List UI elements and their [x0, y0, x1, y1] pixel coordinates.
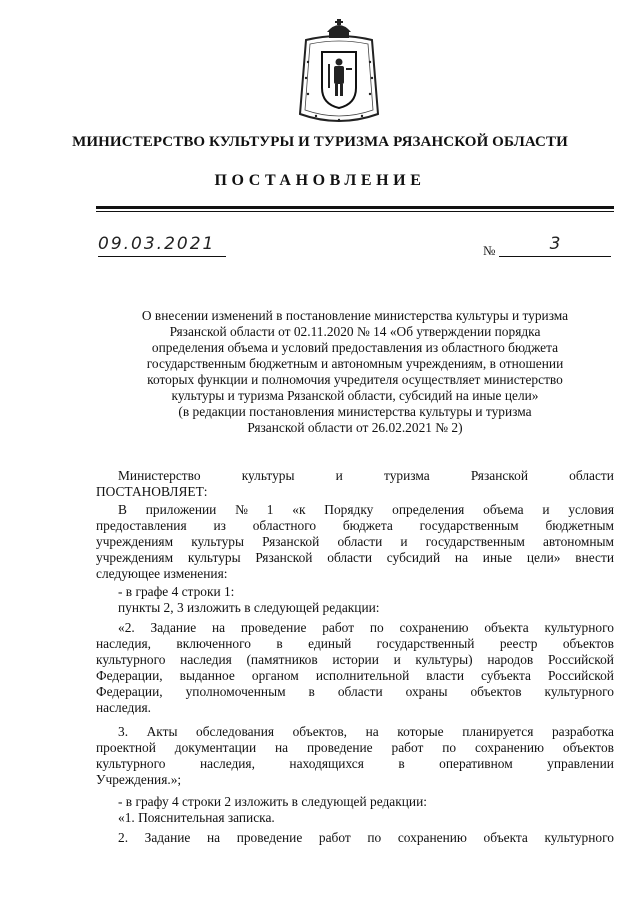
word: определения	[392, 502, 465, 517]
word: в	[276, 636, 283, 651]
word: Федерации,	[96, 684, 163, 699]
justified-line	[96, 518, 614, 534]
word: на	[454, 550, 469, 565]
text-line: следующее изменения:	[96, 566, 228, 581]
word: Рязанской	[255, 550, 313, 565]
word: работ	[391, 740, 424, 755]
word: автономным	[542, 534, 614, 549]
word: культурного	[544, 684, 614, 699]
justified-line	[96, 652, 614, 668]
word: и	[400, 534, 408, 549]
text-line: пункты 2, 3 изложить в следующей редакции:	[118, 600, 380, 615]
word: учреждениям	[96, 534, 174, 549]
word: по	[367, 830, 382, 845]
word: Федерации,	[96, 668, 163, 683]
paragraph-2	[96, 620, 614, 716]
text-line: - в графе 4 строки 1:	[118, 584, 235, 599]
word: на	[275, 740, 289, 755]
title-line: Рязанской области от 02.11.2020 № 14 «Об утверждении порядка	[169, 324, 541, 339]
word: 3.	[118, 724, 129, 739]
word: туризма	[384, 468, 430, 483]
word: государственным	[419, 518, 519, 533]
word: области	[337, 534, 383, 549]
word: Задание	[150, 620, 197, 635]
word: культурного	[544, 620, 614, 635]
word: областного	[252, 518, 317, 533]
word: культурного	[96, 652, 166, 667]
word: Рязанской	[470, 468, 528, 483]
word: народов	[487, 652, 534, 667]
change-items	[96, 584, 614, 616]
word: сохранению	[397, 830, 467, 845]
word: объектов	[470, 684, 522, 699]
word: на	[211, 620, 226, 635]
word: культуры)	[415, 652, 473, 667]
word: культуры	[187, 550, 241, 565]
word: наследия,	[199, 756, 255, 771]
justified-line	[96, 550, 614, 566]
word: работ	[318, 830, 351, 845]
intro-paragraph	[96, 468, 614, 500]
justified-line	[96, 636, 614, 652]
paragraph-1	[96, 502, 614, 582]
word: учреждениям	[96, 550, 174, 565]
title-line: О внесении изменений в постановление министерства культуры и туризма	[141, 308, 569, 323]
word: обследования	[196, 724, 275, 739]
title-line: которых функции и полномочия учредителя осуществляет министерство	[147, 372, 563, 387]
word: (памятников	[246, 652, 318, 667]
word: условия	[568, 502, 614, 517]
justified-line	[96, 684, 614, 700]
word: реестр	[499, 636, 538, 651]
word: объектов	[562, 740, 614, 755]
word: наследия,	[96, 636, 151, 651]
word: культуры	[241, 468, 295, 483]
word: 2.	[118, 830, 129, 845]
word: сохранению	[399, 620, 469, 635]
text-line: ПОСТАНОВЛЯЕТ:	[96, 484, 208, 499]
justified-line	[96, 502, 614, 518]
number-label: №	[483, 243, 496, 258]
ministry-name: МИНИСТЕРСТВО КУЛЬТУРЫ И ТУРИЗМА РЯЗАНСКОЙ ОБЛАСТИ	[72, 134, 568, 150]
word: «к	[292, 502, 306, 517]
word: в	[308, 684, 315, 699]
paragraph-4	[96, 830, 614, 846]
text-line: - в графу 4 строки 2 изложить в следующей редакции:	[118, 794, 427, 809]
justified-line	[96, 740, 614, 756]
title-line: культуры и туризма Рязанской области, субсидий на иные цели»	[171, 388, 539, 403]
word: охраны	[405, 684, 448, 699]
word: единый	[308, 636, 352, 651]
justified-line	[96, 534, 614, 550]
word: и	[393, 652, 401, 667]
justified-line	[96, 620, 614, 636]
word: работ	[322, 620, 355, 635]
word: объекта	[484, 620, 529, 635]
word: органом	[251, 668, 299, 683]
word: наследия	[180, 652, 232, 667]
word: проведение	[236, 830, 303, 845]
document-type: ПОСТАНОВЛЕНИЕ	[214, 172, 426, 189]
justified-line	[96, 724, 614, 740]
word: из	[213, 518, 226, 533]
word: управлении	[547, 756, 614, 771]
word: проектной	[96, 740, 156, 755]
word: объектов,	[292, 724, 348, 739]
title-line: определения объема и условий предоставления из областного бюджета	[151, 340, 559, 355]
word: уполномоченным	[185, 684, 286, 699]
paragraph-3	[96, 724, 614, 788]
word: области	[569, 468, 614, 483]
word: бюджетным	[545, 518, 614, 533]
change-items-2	[96, 794, 614, 826]
header-rule-thin	[96, 211, 614, 212]
title-line: (в редакции постановления министерства культуры и туризма	[178, 404, 532, 419]
word: государственный	[376, 636, 475, 651]
word: и	[335, 468, 343, 483]
title-line: Рязанской области от 26.02.2021 № 2)	[247, 420, 463, 435]
word: Задание	[144, 830, 191, 845]
word: на	[365, 724, 379, 739]
document-number: 3	[499, 234, 611, 257]
word: субсидий	[386, 550, 441, 565]
coat-of-arms-emblem	[296, 18, 382, 130]
word: которые	[397, 724, 444, 739]
document-date: 09.03.2021	[98, 234, 226, 257]
word: объекта	[483, 830, 528, 845]
word: и	[542, 502, 550, 517]
word: объектов	[562, 636, 614, 651]
word: приложении	[145, 502, 217, 517]
word: документации	[174, 740, 257, 755]
word: №	[235, 502, 248, 517]
justified-line	[96, 468, 614, 484]
word: в	[398, 756, 405, 771]
word: планируется	[462, 724, 534, 739]
word: предоставления	[96, 518, 187, 533]
word: включенного	[176, 636, 251, 651]
word: разработка	[551, 724, 614, 739]
word: объема	[483, 502, 524, 517]
word: власти	[426, 668, 464, 683]
word: выданное	[179, 668, 235, 683]
word: истории	[332, 652, 379, 667]
word: Министерство	[118, 468, 201, 483]
word: по	[369, 620, 384, 635]
word: 1	[266, 502, 274, 517]
word: оперативном	[439, 756, 513, 771]
justified-line	[96, 830, 614, 846]
word: В	[118, 502, 127, 517]
word: культурного	[96, 756, 166, 771]
word: Акты	[146, 724, 178, 739]
word: Российской	[547, 668, 614, 683]
word: внести	[575, 550, 614, 565]
word: культурного	[544, 830, 614, 845]
text-line: «1. Пояснительная записка.	[118, 810, 275, 825]
word: цели»	[526, 550, 561, 565]
word: Российской	[547, 652, 614, 667]
word: культуры	[191, 534, 244, 549]
word: бюджета	[342, 518, 393, 533]
word: государственным	[425, 534, 525, 549]
word: проведение	[240, 620, 307, 635]
document-title	[96, 308, 614, 436]
word: по	[442, 740, 457, 755]
justified-line	[96, 668, 614, 684]
word: на	[206, 830, 221, 845]
word: Рязанской	[262, 534, 320, 549]
justified-line	[96, 756, 614, 772]
word: субъекта	[481, 668, 531, 683]
word: области	[327, 550, 373, 565]
word: находящихся	[289, 756, 364, 771]
word: сохранению	[474, 740, 545, 755]
text-line: наследия.	[96, 700, 151, 715]
word: проведение	[307, 740, 373, 755]
word: иные	[482, 550, 513, 565]
title-line: государственным бюджетным и автономным учреждениям, в отношении	[146, 356, 564, 371]
word: Порядку	[324, 502, 374, 517]
word: области	[337, 684, 383, 699]
word: исполнительной	[315, 668, 410, 683]
header-rule-thick	[96, 206, 614, 209]
word: «2.	[118, 620, 135, 635]
text-line: Учреждения.»;	[96, 772, 182, 787]
